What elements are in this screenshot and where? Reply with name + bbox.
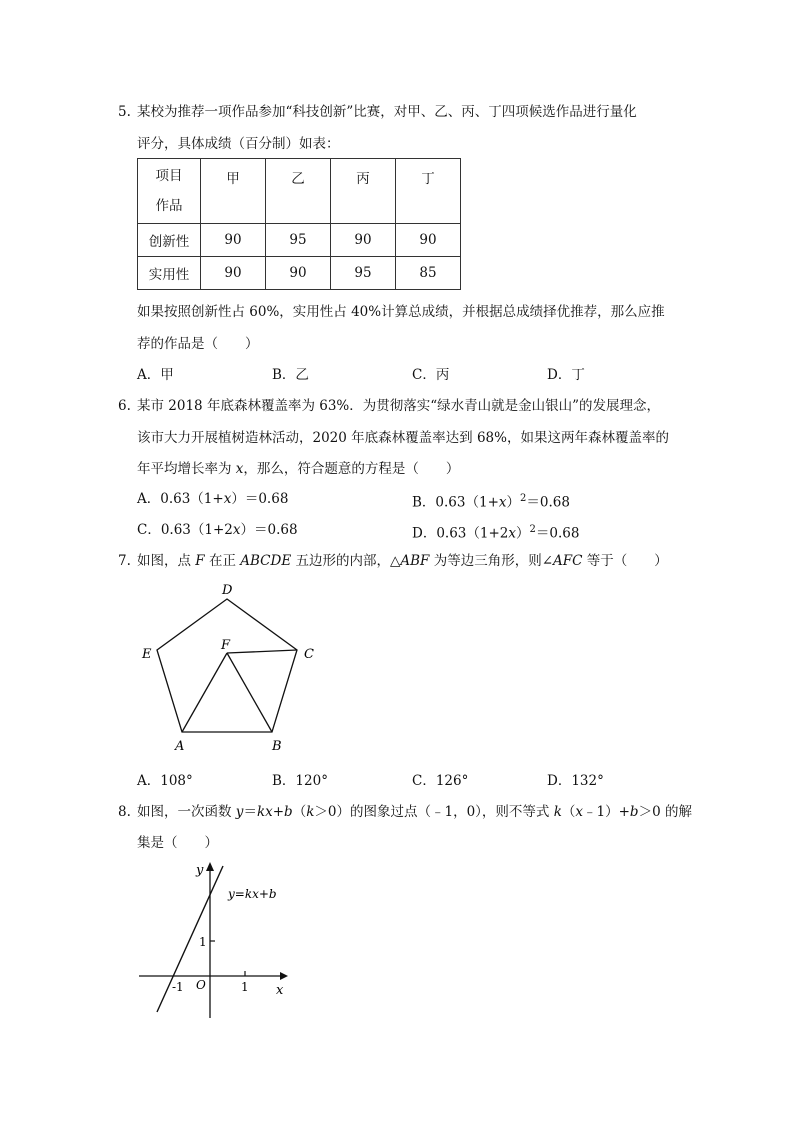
q5-number: 5.: [118, 104, 131, 120]
q5-option-a[interactable]: A．甲: [137, 367, 174, 383]
q5-after-line2: 荐的作品是（ ）: [137, 336, 259, 352]
q6-c-var: x: [232, 522, 241, 538]
tick-label-x1: 1: [241, 980, 249, 994]
q6-line3-var: x: [235, 461, 244, 477]
table-cell: 90: [396, 224, 461, 257]
origin-label: O: [196, 978, 206, 992]
q7-option-c[interactable]: C．126°: [412, 773, 469, 789]
table-corner-cell: [138, 159, 201, 224]
col-header-yi: 乙: [266, 159, 331, 224]
q7-option-d[interactable]: D．132°: [547, 773, 604, 789]
q8-number: 8.: [118, 804, 131, 820]
q6-line2: 该市大力开展植树造林活动，2020 年底森林覆盖率达到 68%，如果这两年森林覆盖率的: [137, 430, 669, 446]
q5-stem-line1: 某校为推荐一项作品参加“科技创新”比赛，对甲、乙、丙、丁四项候选作品进行量化: [137, 104, 637, 120]
pentagon-figure: [135, 578, 335, 763]
table-row: [138, 257, 461, 290]
q7-t4: 为等边三角形，则∠: [429, 553, 554, 569]
q7-stem: [137, 551, 668, 571]
q6-b-post: ＝0.68: [526, 494, 570, 511]
q6-c-post: ）＝0.68: [240, 522, 298, 538]
q6-option-b[interactable]: [412, 489, 570, 513]
q6-line3-post: ，那么，符合题意的方程是（ ）: [243, 461, 460, 477]
q6-c-pre: C．0.63（1+2: [137, 522, 233, 538]
q8-f6: k: [306, 804, 315, 820]
table-cell: 95: [331, 257, 396, 290]
x-axis-arrow-icon: [280, 972, 288, 980]
q8-f5: b: [284, 804, 293, 820]
col-header-bing: 丙: [331, 159, 396, 224]
corner-top-label: 项目: [155, 168, 183, 184]
x-axis-label: x: [276, 983, 284, 998]
q8-stem-line2: 集是（ ）: [137, 835, 218, 851]
q8-f9: b: [629, 804, 639, 820]
table-cell: 85: [396, 257, 461, 290]
table-row: [138, 224, 461, 257]
q8-f8: x: [575, 804, 584, 820]
q8-t4: （: [561, 804, 576, 820]
q6-a-pre: A．0.63（1+: [137, 491, 224, 507]
y-axis-arrow-icon: [206, 862, 214, 871]
q5-option-b[interactable]: B．乙: [272, 367, 309, 383]
q8-f3: kx: [256, 804, 273, 820]
q5-after-line1: 如果按照创新性占 60%，实用性占 40%计算总成绩，并根据总成绩择优推荐，那么应推: [137, 304, 665, 320]
pentagon-outline: [157, 599, 297, 732]
score-table: [137, 158, 461, 290]
q7-t1: 如图，点: [137, 553, 196, 569]
q5-stem-line2: 评分，具体成绩（百分制）如表：: [137, 136, 340, 152]
table-cell: 90: [201, 257, 266, 290]
q8-t1: 如图，一次函数: [137, 804, 236, 820]
q7-v4: AFC: [553, 553, 583, 569]
label-e: E: [142, 647, 152, 662]
q6-b-mid: ）: [506, 494, 521, 511]
linear-function-graph: [135, 858, 295, 1020]
q6-d-post: ＝0.68: [535, 525, 580, 542]
q7-v3: ABF: [400, 553, 430, 569]
q6-line3: [137, 459, 459, 479]
q6-option-a[interactable]: [137, 489, 288, 509]
q8-f1: y: [235, 804, 244, 820]
segment-fc: [227, 650, 297, 653]
q7-t5: 等于（ ）: [582, 553, 668, 569]
label-b: B: [272, 739, 282, 754]
label-f: F: [221, 638, 231, 653]
col-header-jia: 甲: [201, 159, 266, 224]
q7-option-b[interactable]: B．120°: [272, 773, 328, 789]
table-cell: 90: [201, 224, 266, 257]
q8-t3: ＞0）的图象过点（﹣1，0），则不等式: [314, 804, 554, 820]
q7-option-a[interactable]: A．108°: [137, 773, 193, 789]
q8-t5: ﹣1）+: [583, 804, 630, 820]
table-cell: 95: [266, 224, 331, 257]
q8-f4: +: [272, 804, 285, 820]
q8-f7: k: [553, 804, 562, 820]
q6-d-pre: D．0.63（1+2: [412, 525, 509, 542]
segment-af: [182, 653, 227, 732]
q8-f2: ＝: [243, 804, 257, 820]
label-a: A: [175, 739, 185, 754]
q6-b-sup: 2: [520, 493, 527, 504]
q6-b-pre: B．0.63（1+: [412, 494, 499, 511]
line-equation-label: y=kx+b: [228, 887, 277, 901]
q7-number: 7.: [118, 553, 131, 569]
row-label-practicality: 实用性: [138, 257, 201, 290]
q8-stem-line1: [137, 802, 692, 822]
function-line: [157, 866, 223, 1012]
label-c: C: [304, 647, 314, 662]
col-header-ding: 丁: [396, 159, 461, 224]
q5-option-d[interactable]: D．丁: [547, 367, 585, 383]
q6-number: 6.: [118, 398, 131, 414]
tick-label-y1: 1: [199, 935, 207, 949]
table-cell: 90: [266, 257, 331, 290]
y-axis-label: y: [196, 863, 204, 878]
segment-bf: [227, 653, 272, 732]
q6-option-d[interactable]: [412, 520, 579, 544]
q7-v2: ABCDE: [240, 553, 292, 569]
q6-d-var: x: [508, 525, 516, 542]
q6-a-var: x: [223, 491, 232, 507]
q7-v1: F: [195, 553, 205, 569]
q6-b-var: x: [498, 494, 507, 511]
q6-d-mid: ）: [516, 525, 530, 542]
corner-bottom-label: 作品: [155, 198, 183, 214]
q5-option-c[interactable]: C．丙: [412, 367, 450, 383]
q8-t2: （: [292, 804, 307, 820]
q6-option-c[interactable]: [137, 520, 298, 540]
tick-label-neg1: -1: [172, 980, 184, 994]
q6-line3-pre: 年平均增长率为: [137, 461, 236, 477]
q6-d-sup: 2: [529, 524, 536, 535]
table-header-row: [138, 159, 461, 224]
q7-t3: 五边形的内部，△: [291, 553, 401, 569]
q8-t6: ＞0 的解: [638, 804, 692, 820]
row-label-innovation: 创新性: [138, 224, 201, 257]
q7-t2: 在正: [204, 553, 241, 569]
q6-a-post: ）＝0.68: [231, 491, 289, 507]
table-cell: 90: [331, 224, 396, 257]
label-d: D: [222, 583, 233, 598]
q6-line1: 某市 2018 年底森林覆盖率为 63%．为贯彻落实“绿水青山就是金山银山”的发展理念，: [137, 398, 661, 414]
